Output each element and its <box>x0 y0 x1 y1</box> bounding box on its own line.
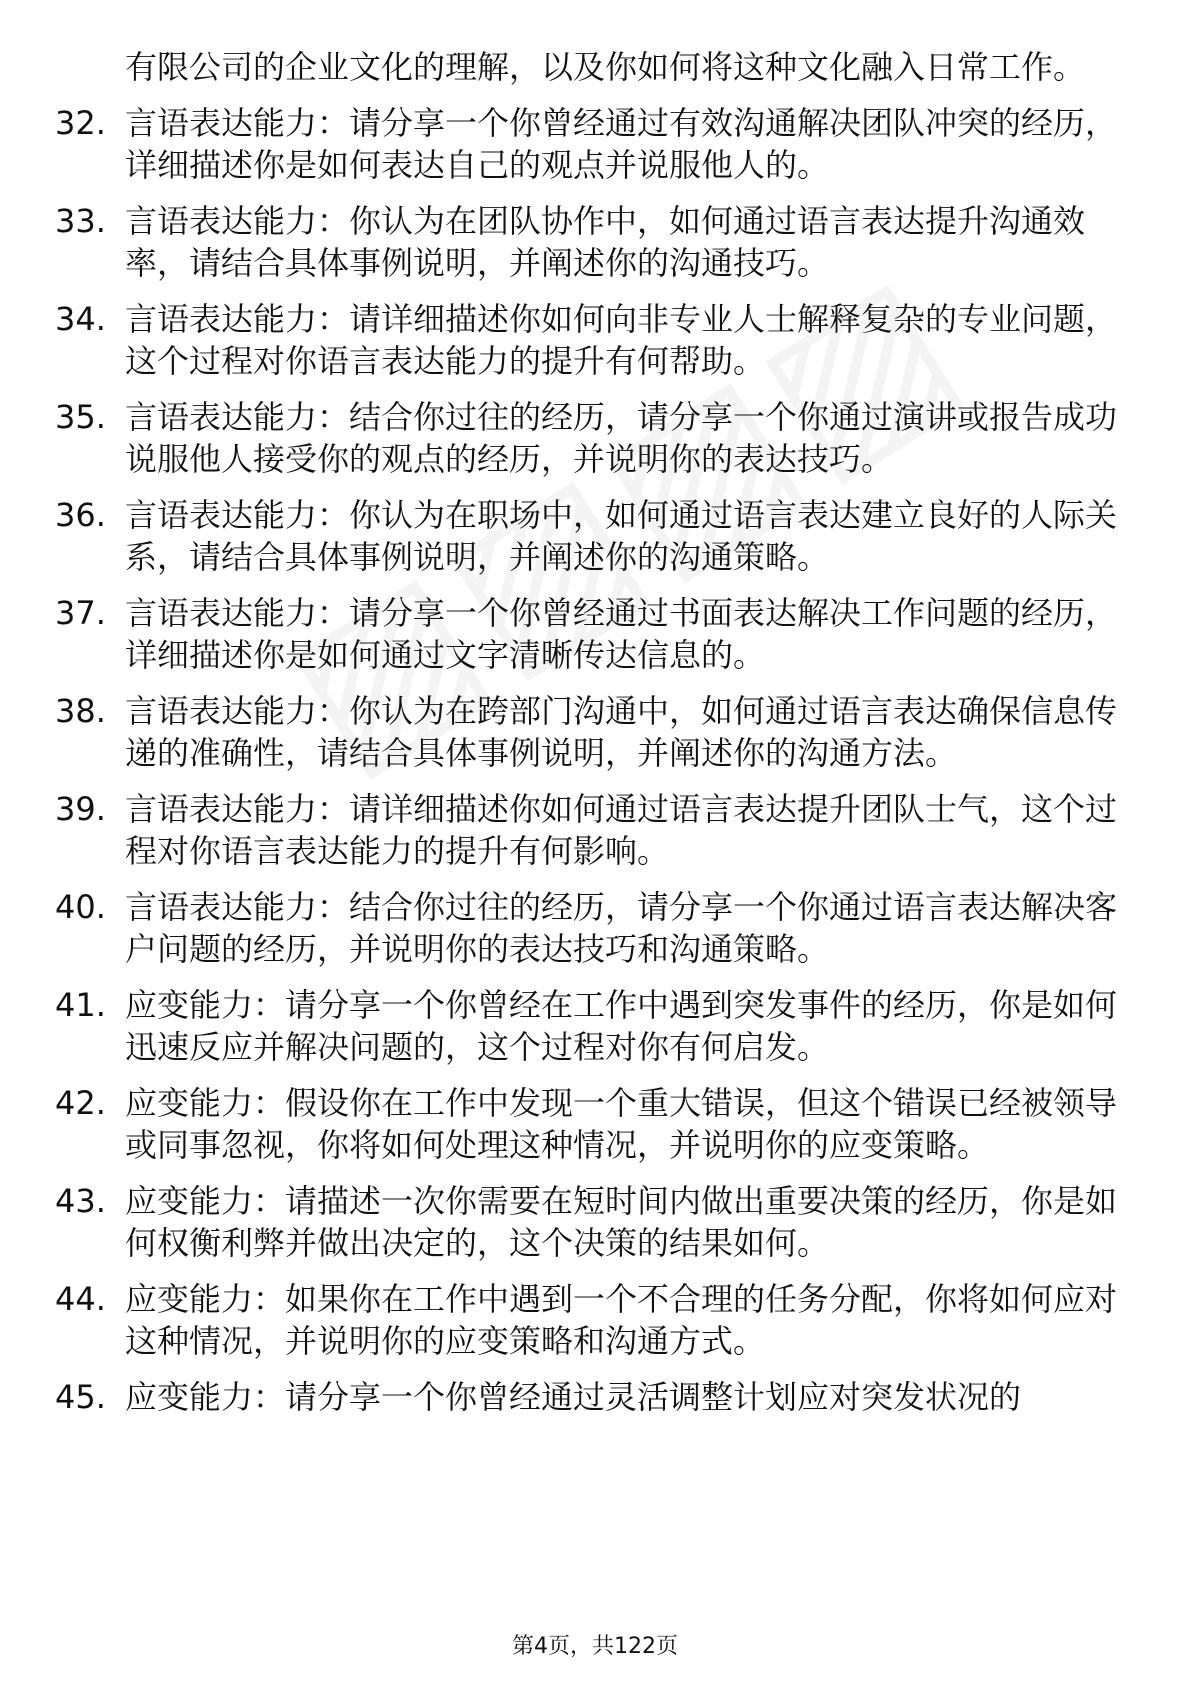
list-item <box>55 200 1135 284</box>
item-number: 37. <box>55 594 106 632</box>
item-number: 43. <box>55 1182 106 1220</box>
item-text: 言语表达能力：你认为在团队协作中，如何通过语言表达提升沟通效率，请结合具体事例说明，并阐述你的沟通技巧。 <box>125 202 1086 282</box>
list-item <box>55 1376 1135 1418</box>
item-number: 33. <box>55 202 106 240</box>
list-item <box>55 102 1135 186</box>
item-text: 言语表达能力：请详细描述你如何通过语言表达提升团队士气，这个过程对你语言表达能力的提升有何影响。 <box>125 790 1118 870</box>
item-text: 言语表达能力：你认为在跨部门沟通中，如何通过语言表达确保信息传递的准确性，请结合具体事例说明，并阐述你的沟通方法。 <box>125 692 1118 772</box>
item-text: 应变能力：请描述一次你需要在短时间内做出重要决策的经历，你是如何权衡利弊并做出决定的，这个决策的结果如何。 <box>125 1182 1118 1262</box>
item-number: 44. <box>55 1280 106 1318</box>
item-number: 32. <box>55 104 106 142</box>
item-number: 38. <box>55 692 106 730</box>
list-item <box>55 690 1135 774</box>
item-text: 言语表达能力：请分享一个你曾经通过有效沟通解决团队冲突的经历，详细描述你是如何表达自己的观点并说服他人的。 <box>125 104 1118 184</box>
item-number: 45. <box>55 1378 106 1416</box>
list-item <box>55 788 1135 872</box>
item-text: 言语表达能力：请分享一个你曾经通过书面表达解决工作问题的经历，详细描述你是如何通过文字清晰传达信息的。 <box>125 594 1118 674</box>
document-body <box>55 46 1135 1432</box>
list-item <box>55 396 1135 480</box>
item-number: 40. <box>55 888 106 926</box>
page-number-footer: 第4页，共122页 <box>512 1634 678 1659</box>
item-number: 34. <box>55 300 106 338</box>
item-text: 应变能力：假设你在工作中发现一个重大错误，但这个错误已经被领导或同事忽视，你将如何处理这种情况，并说明你的应变策略。 <box>125 1084 1118 1164</box>
item-text: 言语表达能力：请详细描述你如何向非专业人士解释复杂的专业问题，这个过程对你语言表达能力的提升有何帮助。 <box>125 300 1118 380</box>
item-number: 42. <box>55 1084 106 1122</box>
item-text: 应变能力：如果你在工作中遇到一个不合理的任务分配，你将如何应对这种情况，并说明你的应变策略和沟通方式。 <box>125 1280 1118 1360</box>
item-number: 36. <box>55 496 106 534</box>
list-item <box>55 984 1135 1068</box>
list-item <box>55 1278 1135 1362</box>
list-item <box>55 1082 1135 1166</box>
item-number: 39. <box>55 790 106 828</box>
list-item <box>55 298 1135 382</box>
item-text: 言语表达能力：你认为在职场中，如何通过语言表达建立良好的人际关系，请结合具体事例说明，并阐述你的沟通策略。 <box>125 496 1118 576</box>
list-item <box>55 1180 1135 1264</box>
item-text: 应变能力：请分享一个你曾经通过灵活调整计划应对突发状况的 <box>125 1378 1022 1416</box>
item-text: 言语表达能力：结合你过往的经历，请分享一个你通过演讲或报告成功说服他人接受你的观点的经历，并说明你的表达技巧。 <box>125 398 1118 478</box>
item-text: 应变能力：请分享一个你曾经在工作中遇到突发事件的经历，你是如何迅速反应并解决问题的，这个过程对你有何启发。 <box>125 986 1118 1066</box>
list-item <box>55 494 1135 578</box>
item-number: 35. <box>55 398 106 436</box>
item-text: 言语表达能力：结合你过往的经历，请分享一个你通过语言表达解决客户问题的经历，并说明你的表达技巧和沟通策略。 <box>125 888 1118 968</box>
list-item <box>55 592 1135 676</box>
list-item <box>55 886 1135 970</box>
item-number: 41. <box>55 986 106 1024</box>
intro-paragraph: 有限公司的企业文化的理解，以及你如何将这种文化融入日常工作。 <box>125 48 1086 86</box>
